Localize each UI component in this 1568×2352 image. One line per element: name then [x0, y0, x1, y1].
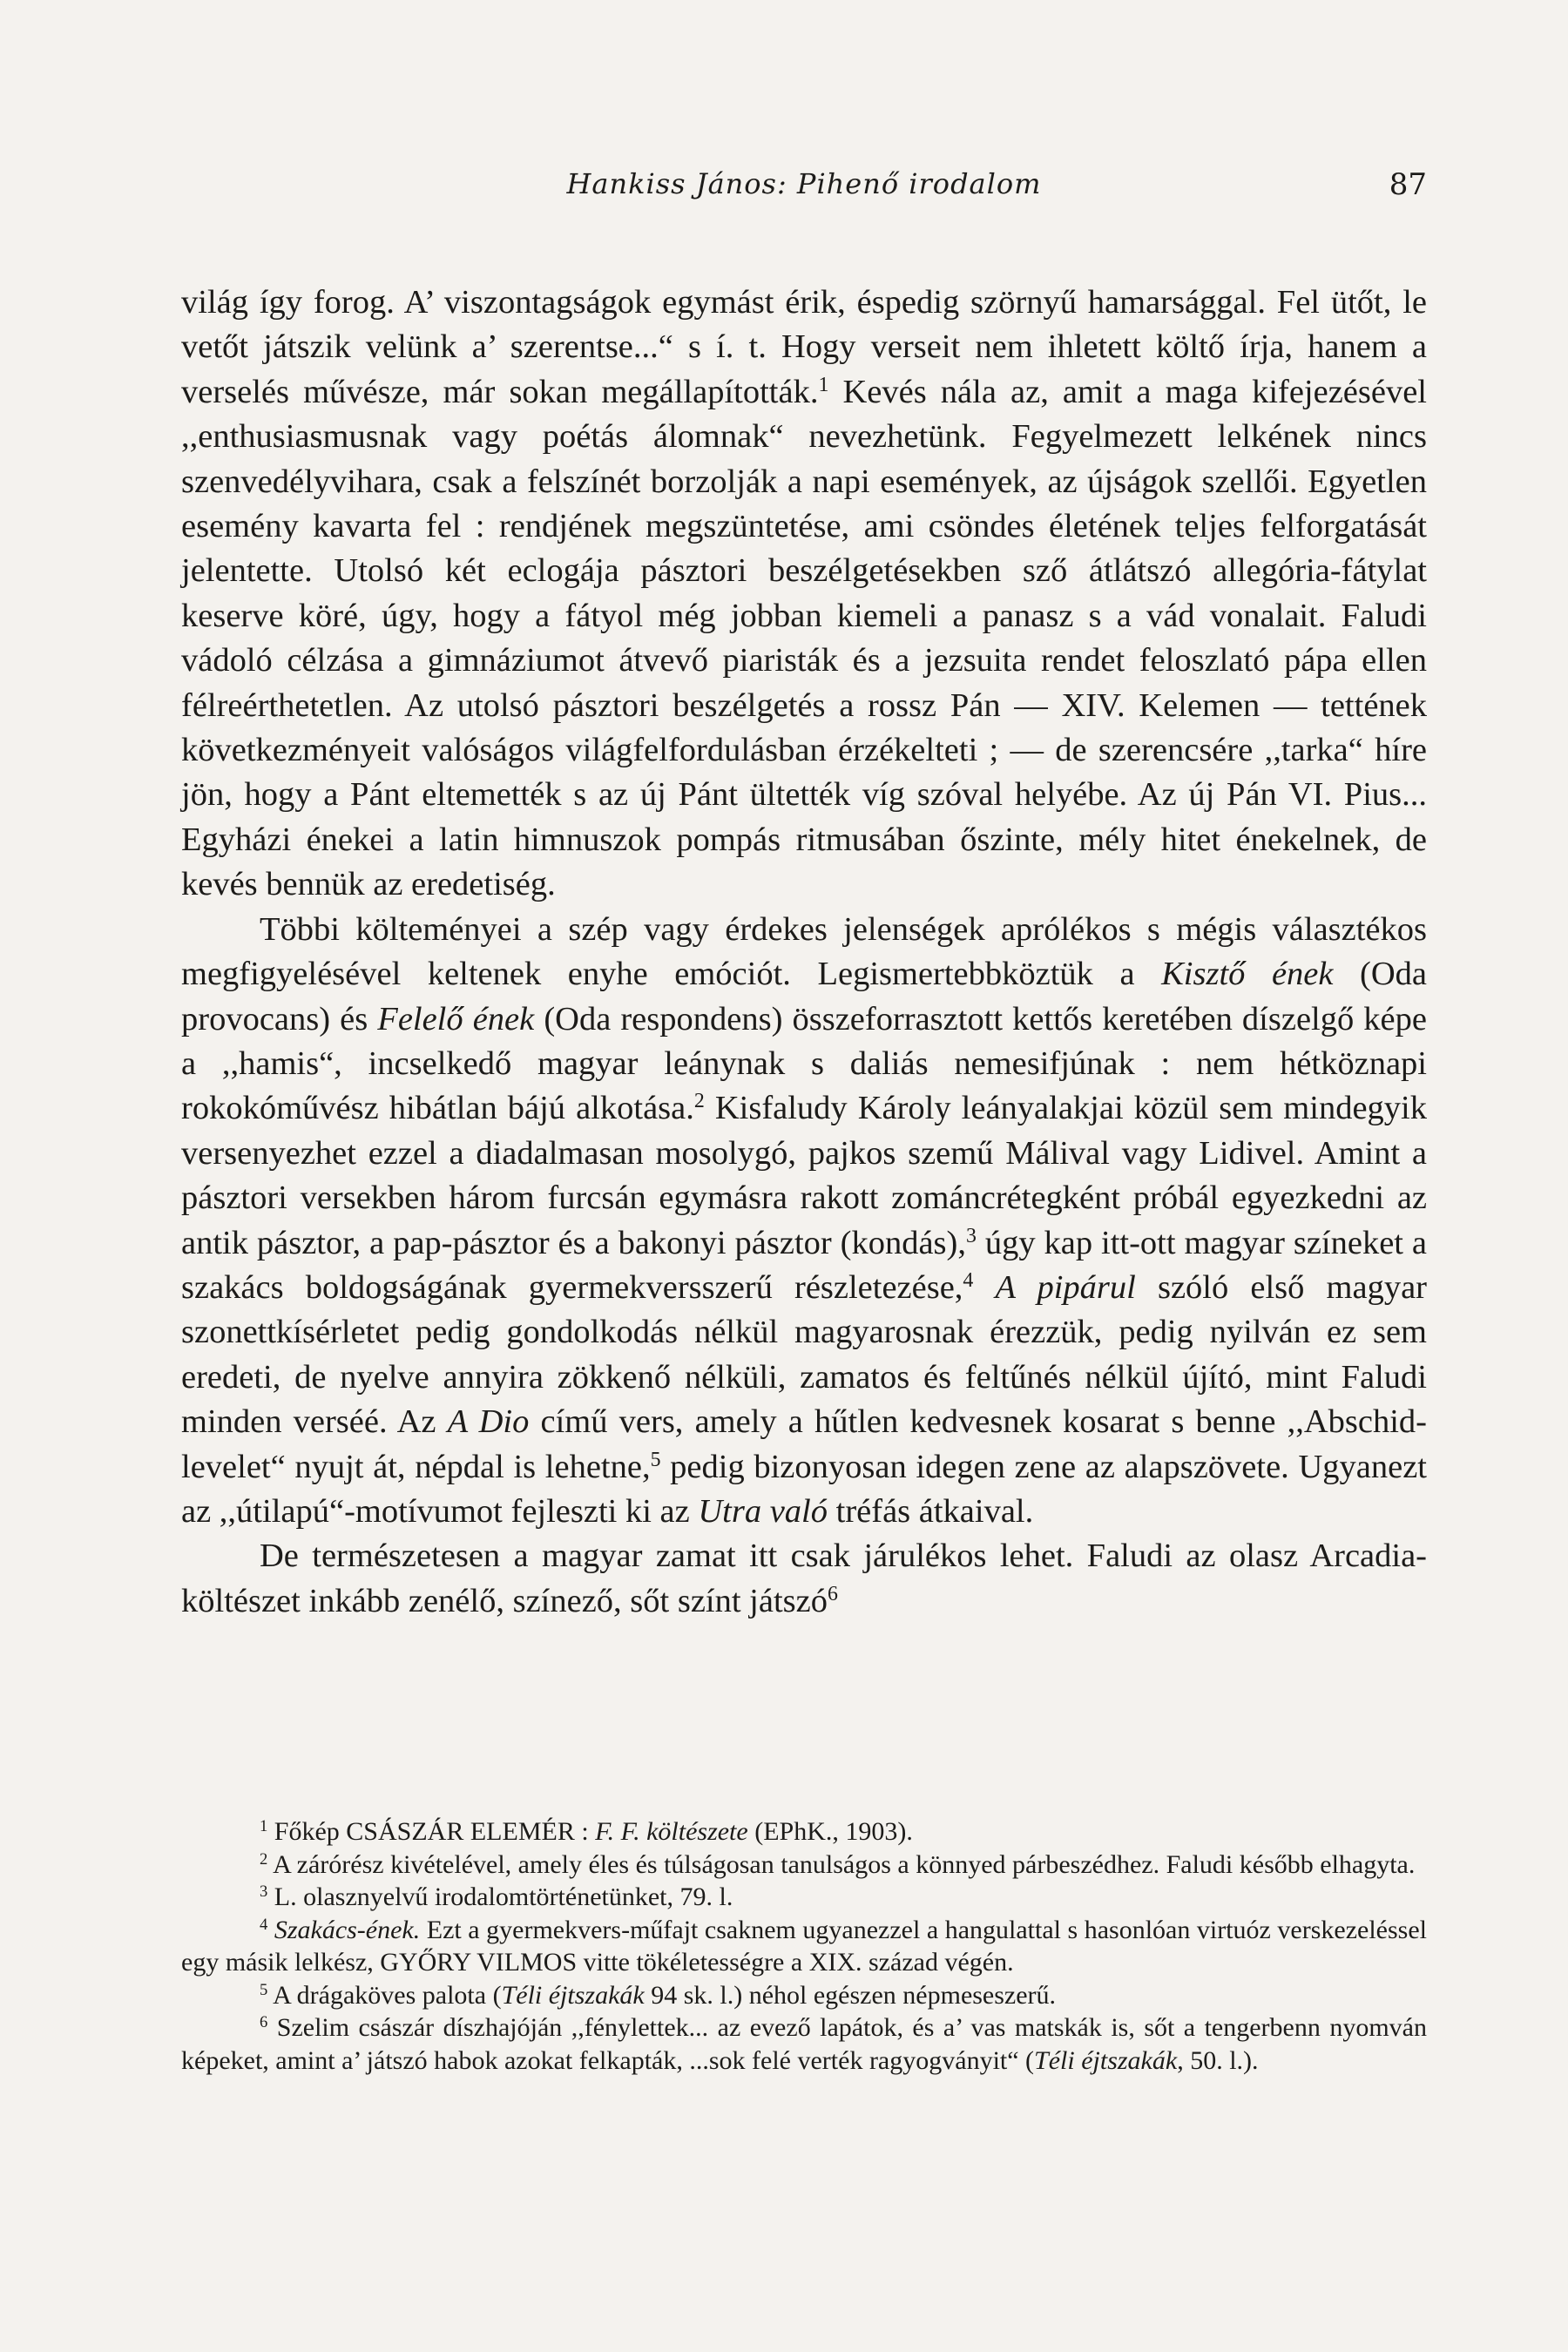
paragraph: [181, 908, 1427, 1535]
footnote: [181, 1815, 1427, 1848]
text-run: tréfás átkaival.: [828, 1492, 1034, 1530]
footnote-text: Főkép CSÁSZÁR ELEMÉR :: [267, 1817, 596, 1846]
footnote-text: Szelim császár díszhajóján ,,fénylettek... az evező lapátok, és a’ vas matskák is, sőt a tengerbenn nyomván képeket, amint a’ játszó habok azokat felkapták, ...sok felé verték ragyogványit“ (: [181, 2013, 1427, 2075]
page-number: 87: [1389, 167, 1427, 202]
text-run: szóló első magyar szonettkísérletet pedig gondolkodás nélkül magyarosnak érezzük, pedig nyilván ez sem eredeti, de nyelve annyira zökkenő nélküli, zamatos és feltűnés nélkül újító, mint Faludi minden verséé. Az: [181, 1268, 1427, 1441]
poem-title: A Dio: [447, 1403, 530, 1441]
footnote-number: 2: [260, 1849, 268, 1869]
footnote: [181, 2011, 1427, 2077]
poem-title: Utra való: [698, 1492, 828, 1530]
footnote-number: 1: [260, 1816, 268, 1835]
footnote: [181, 1979, 1427, 2012]
text-run: (Oda respondens) összeforrasztott kettős keretében díszelgő képe a ,,hamis“, incselkedő magyar leánynak s daliás nemesifjúnak : nem hétköznapi rokokóművész hibátlan bájú alkotása.: [181, 1000, 1427, 1127]
footnote-ref: 6: [827, 1582, 838, 1605]
footnote-text: A drágaköves palota (: [267, 1980, 502, 2010]
footnote-ref: 1: [818, 373, 829, 396]
text-run: című vers, amely a hűtlen kedvesnek kosarat s benne ,,Abschid-levelet“ nyujt át, népdal is lehetne,: [181, 1403, 1427, 1485]
footnote-ref: 5: [650, 1448, 661, 1471]
footnote-ref: 3: [965, 1224, 977, 1247]
paragraph: [181, 1534, 1427, 1624]
body-text: [181, 280, 1427, 1624]
poem-title: Kisztő ének: [1161, 956, 1334, 993]
text-run: Többi költeményei a szép vagy érdekes jelenségek aprólékos s mégis választékos megfigyelésével keltenek enyhe emóciót. Legismertebbköztük a: [181, 910, 1427, 993]
footnote-text: (EPhK., 1903).: [747, 1817, 913, 1846]
footnote-text: 94 sk. l.) néhol egészen népmeseszerű.: [644, 1980, 1057, 2010]
text-run: világ így forog. A’ viszontagságok egymást érik, éspedig szörnyű hamarsággal. Fel ütőt, le vetőt játszik velünk a’ szerentse...“ s í. t. Hogy verseit nem ihletett költő írja, hanem a verselés művésze, már sokan megállapították.: [181, 284, 1427, 410]
footnote-number: 3: [260, 1882, 268, 1901]
footnote-text: A zárórész kivételével, amely éles és túlságosan tanulságos a könnyed párbeszédhez. Faludi később elhagyta.: [267, 1849, 1416, 1879]
paragraph: [181, 280, 1427, 908]
footnotes: [181, 1815, 1427, 2077]
running-title: Hankiss János: Pihenő irodalom: [566, 167, 1042, 200]
poem-title: A pipárul: [995, 1268, 1136, 1306]
text-run: De természetesen a magyar zamat itt csak járulékos lehet. Faludi az olasz Arcadia-költészet inkább zenélő, színező, sőt színt játszó: [181, 1538, 1427, 1619]
footnote-ref: 2: [693, 1090, 705, 1113]
cited-title: F. F. költészete: [595, 1817, 748, 1846]
footnote-number: 6: [260, 2012, 268, 2031]
text-run: Kisfaludy Károly leányalakjai közül sem mindegyik versenyezhet ezzel a diadalmasan mosolygó, pajkos szemű Málival vagy Lidivel. Amint a pásztori versekben három furcsán egymásra rakott zománcrétegként próbál egyezkedni az antik pásztor, a pap-pásztor és a bakonyi pásztor (kondás),: [181, 1090, 1427, 1261]
footnote-number: 4: [260, 1915, 268, 1934]
text-run: (Oda provocans) és: [181, 956, 1427, 1037]
footnote-ref: 4: [963, 1268, 974, 1292]
page-header: [181, 167, 1427, 211]
text-run: pedig bizonyosan idegen zene az alapszövete. Ugyanezt az ,,útilapú“-motívumot fejleszti ki az: [181, 1448, 1427, 1530]
cited-title: Téli éjtszakák: [1034, 2045, 1178, 2075]
footnote-number: 5: [260, 1980, 268, 1999]
poem-title: Felelő ének: [377, 1000, 535, 1037]
cited-title: Szakács-ének.: [267, 1915, 421, 1944]
footnote-text: L. olasznyelvű irodalomtörténetünket, 79. l.: [267, 1882, 733, 1911]
text-run: úgy kap itt-ott magyar színeket a szakács boldogságának gyermekversszerű részletezése,: [181, 1224, 1427, 1306]
footnote: [181, 1848, 1427, 1882]
cited-title: Téli éjtszakák: [501, 1980, 645, 2010]
footnote: [181, 1914, 1427, 1979]
text-run: Kevés nála az, amit a maga kifejezésével ,,enthusiasmusnak vagy poétás álomnak“ nevezhetünk. Fegyelmezett lelkének nincs szenvedélyvihara, csak a felszínét borzolják a napi események, az újságok szellői. Egyetlen esemény kavarta fel : rendjének megszüntetése, ami csöndes életének teljes felforgatását jelentette. Utolsó két eclogája pásztori beszélgetésekben sző átlátszó allegória-fátylat keserve köré, úgy, hogy a fátyol még jobban kiemeli a panasz s a vád vonalait. Faludi vádoló célzása a gimnáziumot átvevő piaristák és a jezsuita rendet feloszlató pápa ellen félreérthetetlen. Az utolsó pásztori beszélgetés a rossz Pán — XIV. Kelemen — tettének következményeit valóságos világfelfordulásban érzékelteti ; — de szerencsére ,,tarka“ híre jön, hogy a Pánt eltemették s az új Pánt ültették víg szóval helyébe. Az új Pán VI. Pius... Egyházi énekei a latin himnuszok pompás ritmusában őszinte, mély hitet énekelnek, de kevés bennük az eredetiség.: [181, 373, 1427, 903]
footnote: [181, 1881, 1427, 1914]
footnote-text: Ezt a gyermekvers-műfajt csaknem ugyanezzel a hangulattal s hasonlóan virtuóz verskezeléssel egy másik lelkész, GYŐRY VILMOS vitte tökéletességre a XIX. század végén.: [181, 1915, 1427, 1977]
footnote-text: , 50. l.).: [1177, 2045, 1259, 2075]
